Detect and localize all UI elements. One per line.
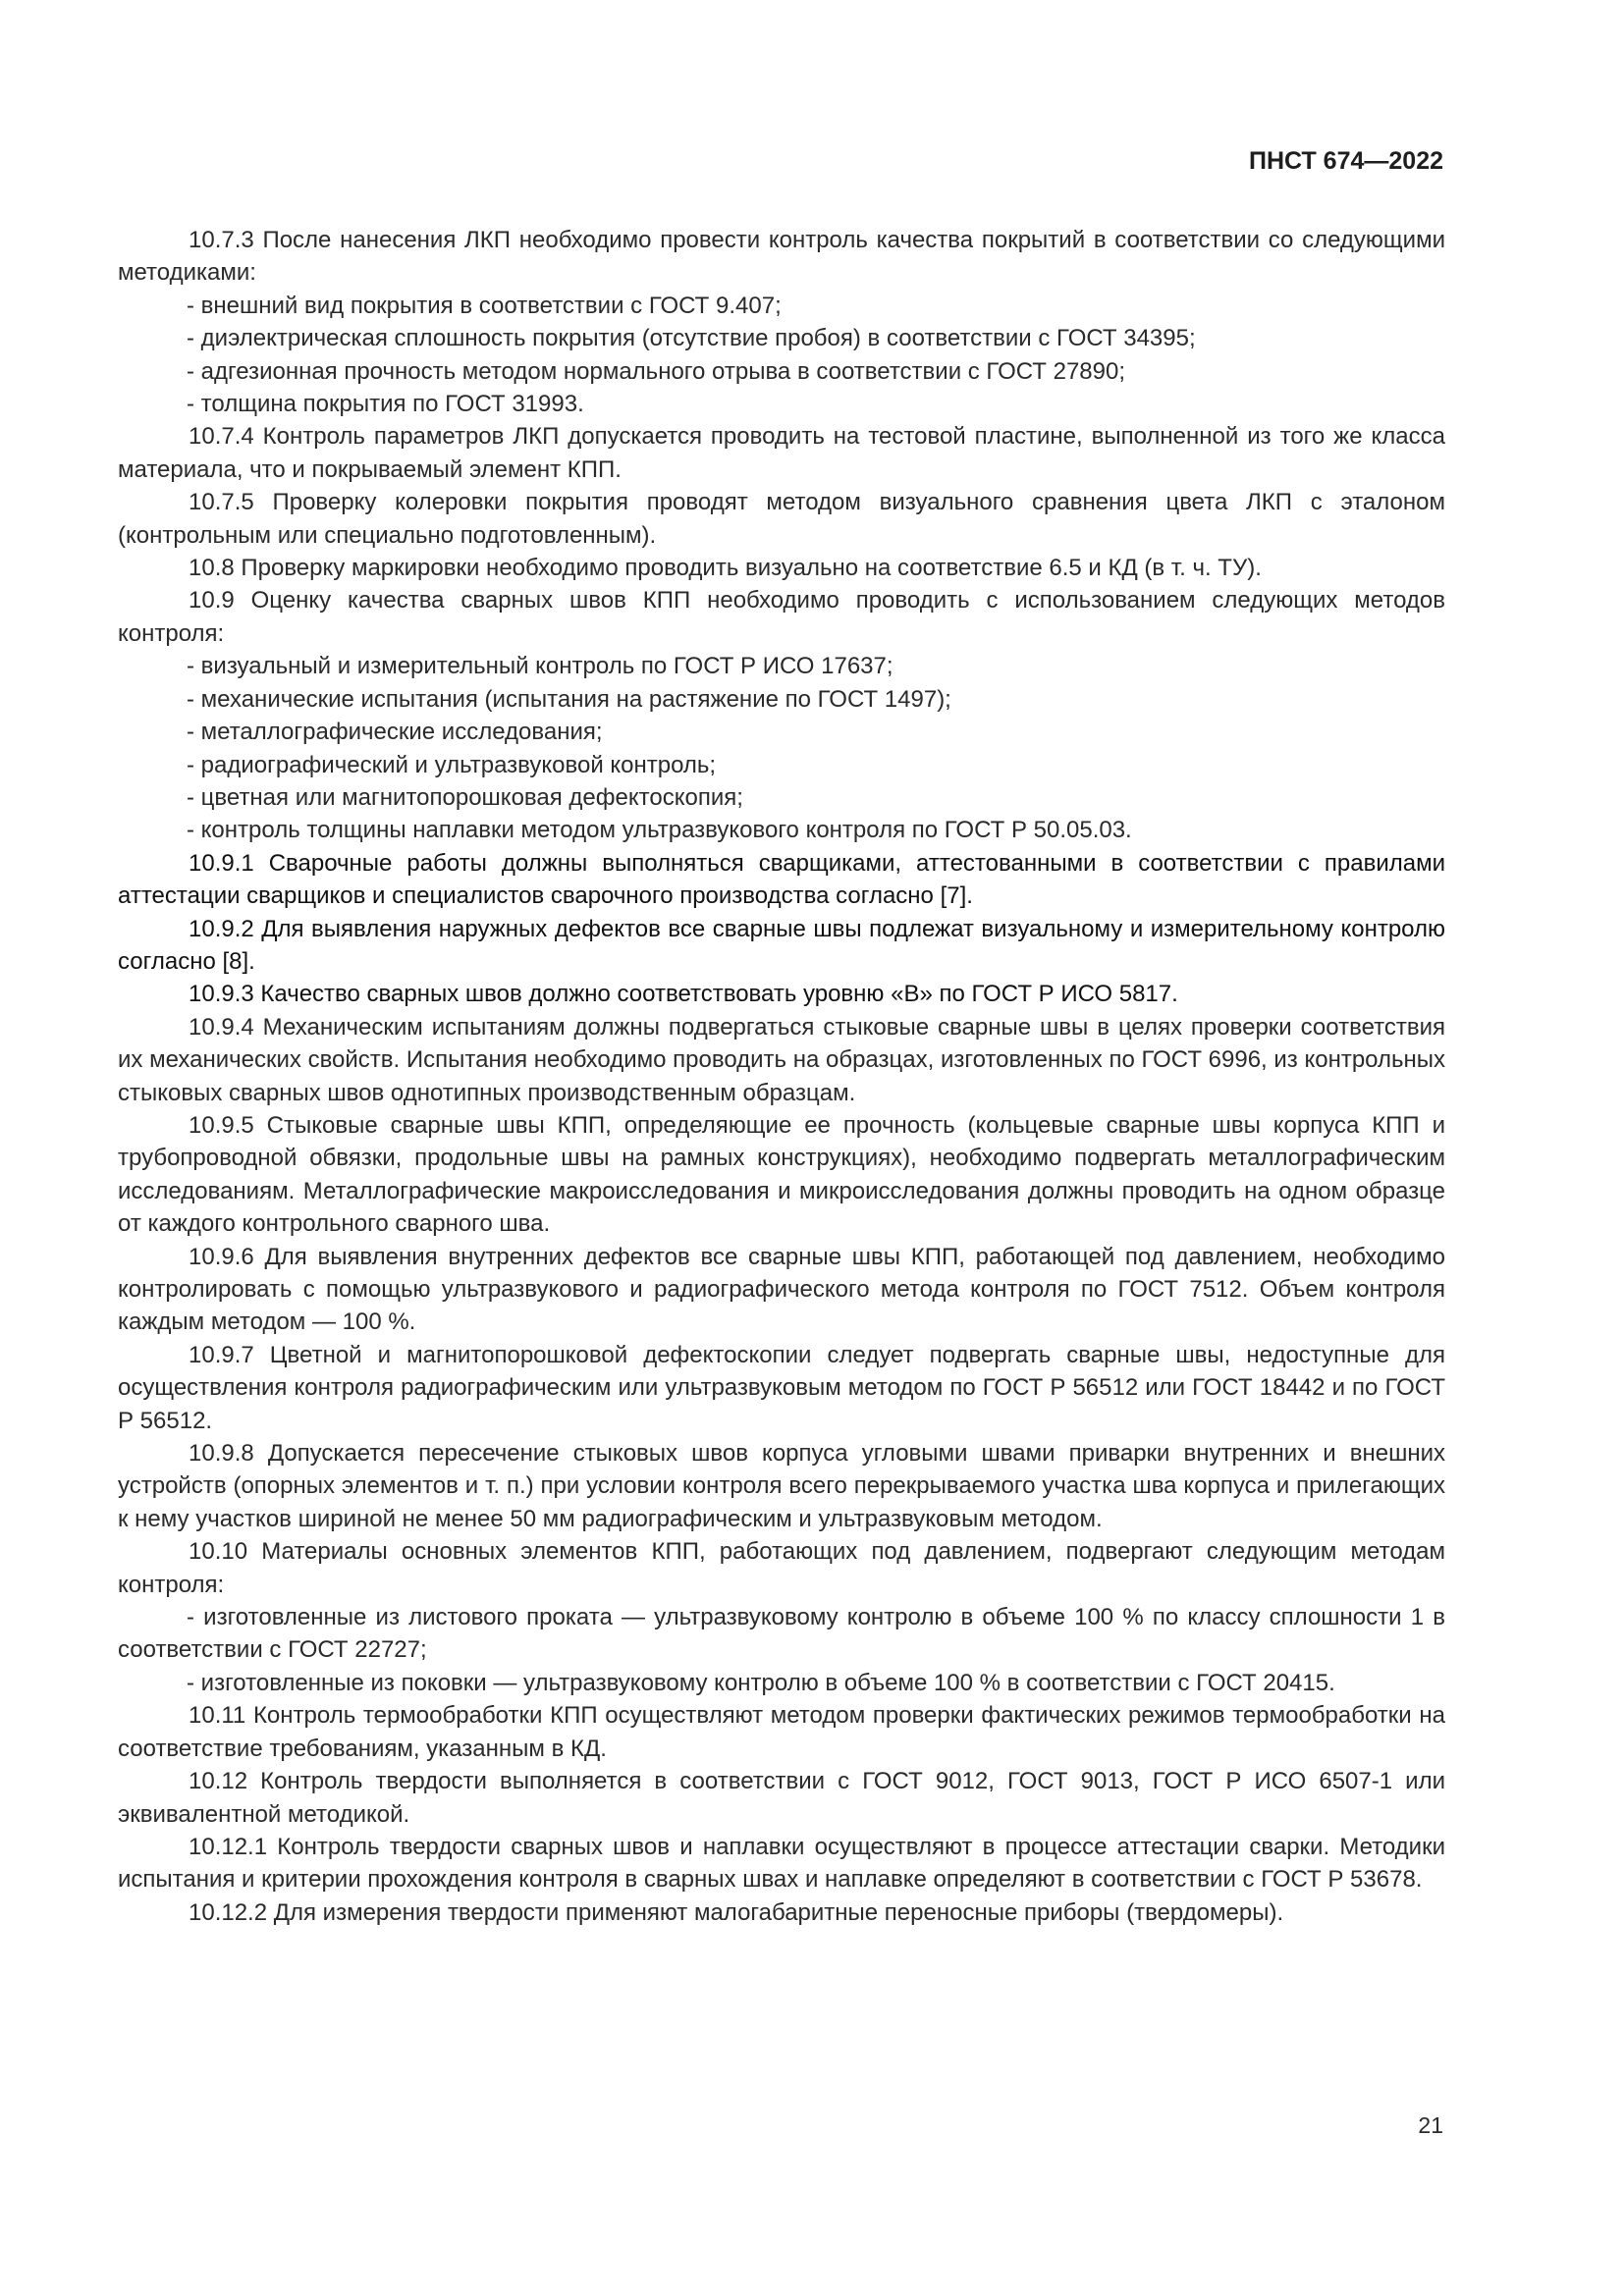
paragraph: 10.11 Контроль термообработки КПП осуществляют методом проверки фактических режимов термообработки на соответствие требованиям, указанным в КД. <box>118 1702 1445 1762</box>
paragraph: 10.9 Оценку качества сварных швов КПП необходимо проводить с использованием следующих методов контроля: <box>118 587 1445 647</box>
paragraph: 10.12 Контроль твердости выполняется в соответствии с ГОСТ 9012, ГОСТ 9013, ГОСТ Р ИСО 6507-1 или эквивалентной методикой. <box>118 1768 1445 1828</box>
paragraph: 10.7.5 Проверку колеровки покрытия проводят методом визуального сравнения цвета ЛКП с эталоном (контрольным или специально подготовленным). <box>118 489 1445 549</box>
paragraph: 10.9.7 Цветной и магнитопорошковой дефектоскопии следует подвергать сварные швы, недоступные для осуществления контроля радиографическим или ультразвуковым методом по ГОСТ Р 56512 или ГОСТ 18442 и по ГОСТ Р 56512. <box>118 1341 1445 1434</box>
document-code: ПНСТ 674—2022 <box>1249 147 1443 175</box>
paragraph: 10.8 Проверку маркировки необходимо проводить визуально на соответствие 6.5 и КД (в т. ч. ТУ). <box>189 555 1262 582</box>
list-item: - внешний вид покрытия в соответствии с ГОСТ 9.407; <box>187 292 782 319</box>
list-item: - толщина покрытия по ГОСТ 31993. <box>187 391 584 418</box>
paragraph: 10.7.3 После нанесения ЛКП необходимо провести контроль качества покрытий в соответствии со следующими методиками: <box>118 227 1445 287</box>
paragraph: 10.9.8 Допускается пересечение стыковых швов корпуса угловыми швами приварки внутренних и внешних устройств (опорных элементов и т. п.) при условии контроля всего перекрываемого участка шва корпуса и прилегающих к нему участков шириной не менее 50 мм радиографическим и ультразвуковым методом. <box>118 1440 1445 1532</box>
list-item: - механические испытания (испытания на растяжение по ГОСТ 1497); <box>187 685 951 713</box>
paragraph: 10.7.4 Контроль параметров ЛКП допускается проводить на тестовой пластине, выполненной из того же класса материала, что и покрываемый элемент КПП. <box>118 423 1445 483</box>
paragraph: 10.9.6 Для выявления внутренних дефектов все сварные швы КПП, работающей под давлением, необходимо контролировать с помощью ультразвукового и радиографического метода контроля по ГОСТ 7512. Объем контроля каждым методом — 100 %. <box>118 1243 1445 1336</box>
list-item: - металлографические исследования; <box>187 719 603 746</box>
paragraph: 10.9.4 Механическим испытаниям должны подвергаться стыковые сварные швы в целях проверки соответствия их механических свойств. Испытания необходимо проводить на образцах, изготовленных по ГОСТ 6996, из контрольных стыковых сварных швов однотипных производственным образцам. <box>118 1013 1445 1106</box>
paragraph: 10.10 Материалы основных элементов КПП, работающих под давлением, подвергают следующим методам контроля: <box>118 1538 1445 1598</box>
paragraph: 10.12.2 Для измерения твердости применяют малогабаритные переносные приборы (твердомеры). <box>189 1898 1284 1926</box>
paragraph: 10.9.5 Стыковые сварные швы КПП, определяющие ее прочность (кольцевые сварные швы корпуса КПП и трубопроводной обвязки, продольные швы на рамных конструкциях), необходимо подвергать металлографическим исследованиям. Металлографические макроисследования и микроисследования должны проводить на одном образце от каждого контрольного сварного шва. <box>118 1111 1445 1238</box>
list-item: - визуальный и измерительный контроль по ГОСТ Р ИСО 17637; <box>187 653 893 680</box>
list-item: - диэлектрическая сплошность покрытия (отсутствие пробоя) в соответствии с ГОСТ 34395; <box>187 325 1196 352</box>
document-body <box>118 224 1445 1929</box>
list-item: - изготовленные из листового проката — ультразвуковому контролю в объеме 100 % по классу сплошности 1 в соответствии с ГОСТ 22727; <box>118 1604 1445 1664</box>
list-item: - адгезионная прочность методом нормального отрыва в соответствии с ГОСТ 27890; <box>187 357 1126 385</box>
paragraph: 10.12.1 Контроль твердости сварных швов и наплавки осуществляют в процессе аттестации сварки. Методики испытания и критерии прохождения контроля в сварных швах и наплавке определяют в соответствии с ГОСТ Р 53678. <box>118 1833 1445 1894</box>
list-item: - изготовленные из поковки — ультразвуковому контролю в объеме 100 % в соответствии с ГОСТ 20415. <box>187 1669 1335 1696</box>
page-number: 21 <box>1418 2112 1443 2138</box>
list-item: - контроль толщины наплавки методом ультразвукового контроля по ГОСТ Р 50.05.03. <box>187 817 1132 844</box>
paragraph: 10.9.3 Качество сварных швов должно соответствовать уровню «B» по ГОСТ Р ИСО 5817. <box>189 981 1178 1008</box>
list-item: - цветная или магнитопорошковая дефектоскопия; <box>187 783 743 811</box>
paragraph: 10.9.2 Для выявления наружных дефектов все сварные швы подлежат визуальному и измерительному контролю согласно [8]. <box>118 915 1445 975</box>
list-item: - радиографический и ультразвуковой контроль; <box>187 751 717 778</box>
paragraph: 10.9.1 Сварочные работы должны выполняться сварщиками, аттестованными в соответствии с правилами аттестации сварщиков и специалистов сварочного производства согласно [7]. <box>118 849 1445 910</box>
